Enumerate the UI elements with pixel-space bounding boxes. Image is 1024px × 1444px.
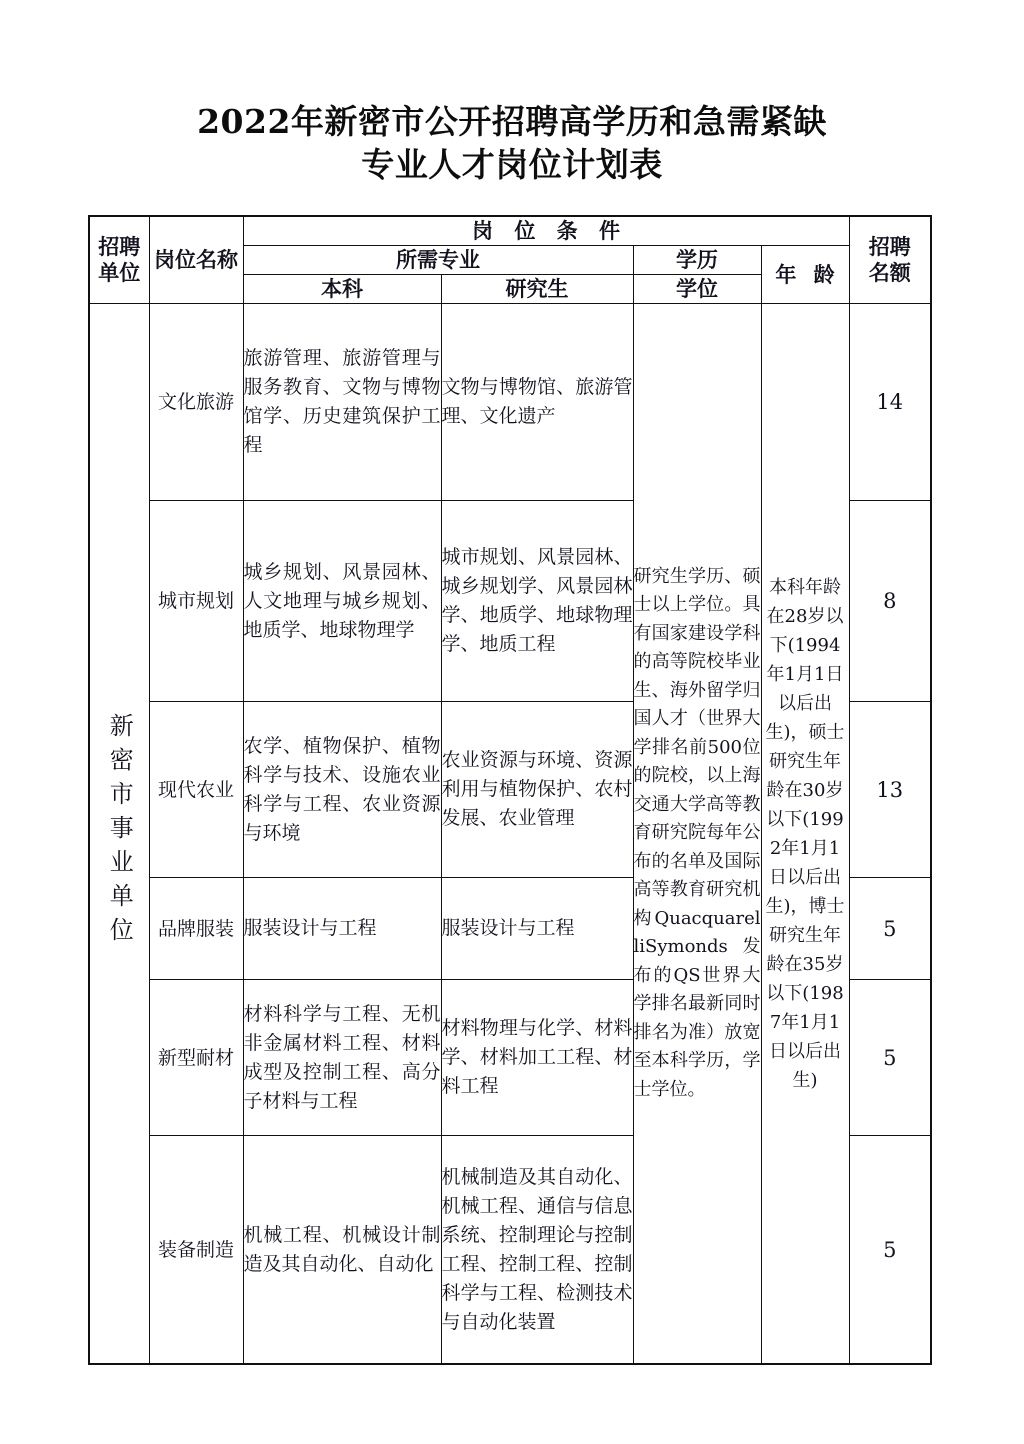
cell-post-name: 城市规划 (149, 501, 243, 702)
cell-undergraduate-major: 旅游管理、旅游管理与服务教育、文物与博物馆学、历史建筑保护工程 (243, 304, 441, 501)
column-header-post-name: 岗位名称 (149, 216, 243, 304)
cell-graduate-major: 材料物理与化学、材料学、材料加工工程、材料工程 (441, 980, 633, 1136)
column-header-education: 学历 (633, 246, 761, 275)
cell-quota: 13 (849, 702, 931, 878)
header-row-1 (89, 216, 931, 246)
cell-undergraduate-major: 机械工程、机械设计制造及其自动化、自动化 (243, 1136, 441, 1365)
cell-graduate-major: 服装设计与工程 (441, 878, 633, 980)
column-header-graduate: 研究生 (441, 275, 633, 304)
cell-graduate-major: 城市规划、风景园林、城乡规划学、风景园林学、地质学、地球物理学、地质工程 (441, 501, 633, 702)
cell-graduate-major: 农业资源与环境、资源利用与植物保护、农村发展、农业管理 (441, 702, 633, 878)
cell-post-name: 装备制造 (149, 1136, 243, 1365)
recruitment-plan-table-wrapper (88, 215, 930, 1365)
cell-age-requirement: 本科年龄在28岁以下(1994年1月1日以后出生)，硕士研究生年龄在30岁以下(1992年1月1日以后出生)，博士研究生年龄在35岁以下(1987年1月1日以后出生) (761, 304, 849, 1365)
cell-quota: 5 (849, 980, 931, 1136)
column-header-age: 年 龄 (761, 246, 849, 304)
column-header-recruiting-unit (89, 216, 149, 304)
column-header-undergraduate: 本科 (243, 275, 441, 304)
cell-quota: 5 (849, 1136, 931, 1365)
column-header-required-major: 所需专业 (243, 246, 633, 275)
page-title-line-1: 2022年新密市公开招聘高学历和急需紧缺 (197, 102, 827, 141)
cell-undergraduate-major: 服装设计与工程 (243, 878, 441, 980)
table-header (89, 216, 931, 304)
cell-recruiting-unit (89, 304, 149, 1365)
cell-undergraduate-major: 农学、植物保护、植物科学与技术、设施农业科学与工程、农业资源与环境 (243, 702, 441, 878)
cell-quota: 14 (849, 304, 931, 501)
recruiting-unit-line-2: 单位 (98, 260, 141, 285)
quota-line-2: 名额 (868, 260, 911, 285)
page-title-line-2: 专业人才岗位计划表 (361, 145, 663, 184)
cell-undergraduate-major: 材料科学与工程、无机非金属材料工程、材料成型及控制工程、高分子材料与工程 (243, 980, 441, 1136)
column-header-quota (849, 216, 931, 304)
cell-post-name: 新型耐材 (149, 980, 243, 1136)
cell-education-requirement: 研究生学历、硕士以上学位。具有国家建设学科的高等院校毕业生、海外留学归国人才（世界大学排名前500位的院校，以上海交通大学高等教育研究院每年公布的名单及国际高等教育研究机构QuacquarelliSymonds发布的QS世界大学排名最新同时排名为准）放宽至本科学历，学士学位。 (633, 304, 761, 1365)
table-row (89, 304, 931, 501)
cell-graduate-major: 机械制造及其自动化、机械工程、通信与信息系统、控制理论与控制工程、控制工程、控制科学与工程、检测技术与自动化装置 (441, 1136, 633, 1365)
recruiting-unit-vertical-text: 新密市事业单位 (105, 712, 134, 951)
cell-post-name: 品牌服装 (149, 878, 243, 980)
cell-undergraduate-major: 城乡规划、风景园林、人文地理与城乡规划、地质学、地球物理学 (243, 501, 441, 702)
cell-graduate-major: 文物与博物馆、旅游管理、文化遗产 (441, 304, 633, 501)
recruitment-plan-table (88, 215, 932, 1365)
page-title (0, 100, 1024, 186)
cell-quota: 8 (849, 501, 931, 702)
cell-post-name: 现代农业 (149, 702, 243, 878)
table-body (89, 304, 931, 1365)
cell-quota: 5 (849, 878, 931, 980)
recruiting-unit-line-1: 招聘 (98, 234, 141, 259)
cell-post-name: 文化旅游 (149, 304, 243, 501)
column-header-degree: 学位 (633, 275, 761, 304)
column-header-post-conditions: 岗 位 条 件 (243, 216, 849, 246)
quota-line-1: 招聘 (868, 234, 911, 259)
